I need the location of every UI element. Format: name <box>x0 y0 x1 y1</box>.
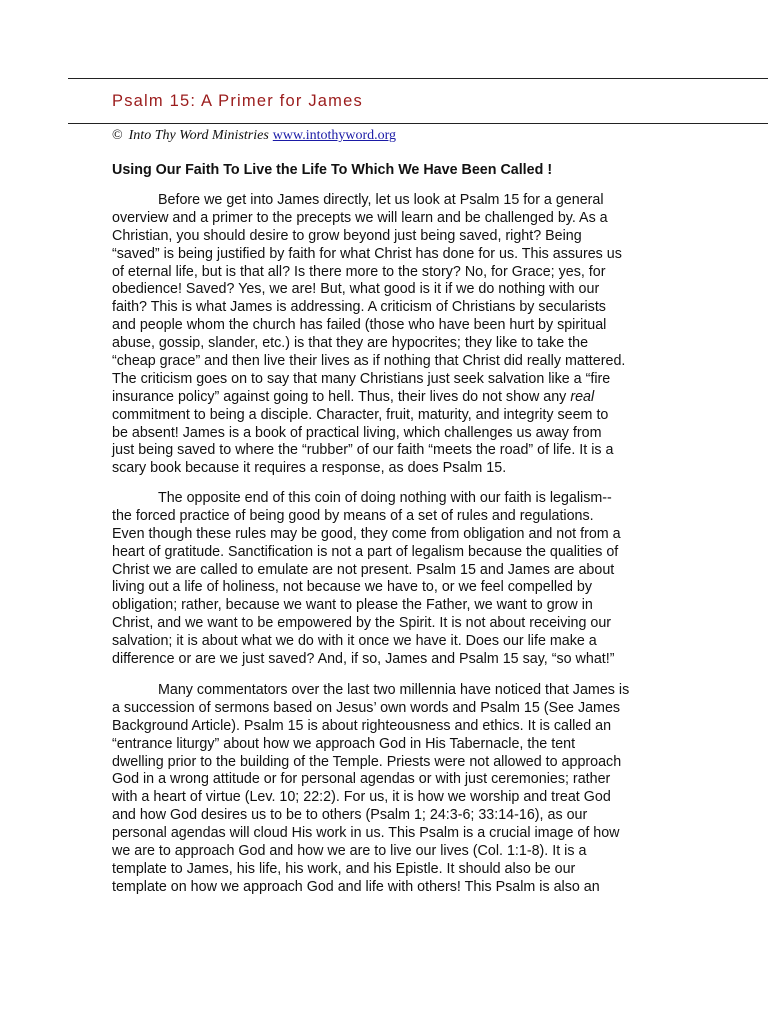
text-line: abuse, gossip, slander, etc.) is that they are hypocrites; they like to take the <box>112 335 589 352</box>
text-line: a succession of sermons based on Jesus’ own words and Psalm 15 (See James <box>112 699 621 716</box>
text-line: difference or are we just saved? And, if so, James and Psalm 15 say, “so what!” <box>112 651 615 668</box>
text-line: and how God desires us to be to others (Psalm 1; 24:3-6; 33:14-16), as our <box>112 807 588 824</box>
text-line: Even though these rules may be good, they come from obligation and not from a <box>112 525 621 542</box>
text-line: overview and a primer to the precepts we will learn and be challenged by. As a <box>112 209 608 226</box>
text-line: Christ we are called to emulate are not present. Psalm 15 and James are about <box>112 561 615 578</box>
text-line: dwelling prior to the building of the Temple. Priests were not allowed to approach <box>112 753 622 770</box>
text-line: faith? This is what James is addressing. A criticism of Christians by secularists <box>112 299 606 316</box>
copyright-line <box>112 128 396 144</box>
text-line: we are to approach God and how we are to live our lives (Col. 1:1-8). It is a <box>112 843 587 860</box>
top-rule <box>68 78 768 79</box>
text-line-part: insurance policy” against going to hell. Thus, their lives do not show any <box>112 388 567 405</box>
text-line: God in a wrong attitude or for personal agendas or with just ceremonies; rather <box>112 771 611 788</box>
text-line: personal agendas will cloud His work in us. This Psalm is a crucial image of how <box>112 825 620 842</box>
text-line: Christ, and we want to be empowered by the Spirit. It is not about receiving our <box>112 615 612 632</box>
text-line: template on how we approach God and life with others! This Psalm is also an <box>112 878 600 895</box>
emphasis-real: real <box>570 388 595 405</box>
website-link[interactable]: www.intothyword.org <box>272 128 397 143</box>
text-line: commitment to being a disciple. Character, fruit, maturity, and integrity seem to <box>112 406 609 423</box>
text-line: Christian, you should desire to grow beyond just being saved, right? Being <box>112 227 582 244</box>
text-line: salvation; it is about what we do with it once we have it. Does our life make a <box>112 633 597 650</box>
text-line: of eternal life, but is that all? Is there more to the story? No, for Grace; yes, for <box>112 263 606 280</box>
text-line: “entrance liturgy” about how we approach God in His Tabernacle, the tent <box>112 735 576 752</box>
section-heading: Using Our Faith To Live the Life To Which We Have Been Called ! <box>112 162 553 178</box>
text-line: Before we get into James directly, let us look at Psalm 15 for a general <box>158 192 604 208</box>
text-line: The criticism goes on to say that many Christians just seek salvation like a “fire <box>112 370 611 387</box>
text-line: scary book because it requires a response, as does Psalm 15. <box>112 460 507 477</box>
text-line: “cheap grace” and then live their lives as if nothing that Christ did really mattered. <box>112 353 626 370</box>
paragraph-2 <box>112 490 662 669</box>
paragraph-3 <box>112 682 662 897</box>
text-line: “saved” is being justified by faith for what Christ has done for us. This assures us <box>112 245 622 262</box>
text-line: and people whom the church has failed (those who have been hurt by spiritual <box>112 317 607 334</box>
text-line: template to James, his life, his work, and his Epistle. It should also be our <box>112 860 576 877</box>
title-rule <box>68 123 768 124</box>
text-line: obedience! Saved? Yes, we are! But, what good is it if we do nothing with our <box>112 281 600 298</box>
text-line: living out a life of holiness, not because we have to, or we feel compelled by <box>112 579 593 596</box>
text-line: obligation; rather, because we want to please the Father, we want to grow in <box>112 597 593 614</box>
copyright-symbol: © <box>112 128 123 143</box>
text-line: heart of gratitude. Sanctification is not a part of legalism because the qualities of <box>112 543 619 560</box>
text-line: the forced practice of being good by means of a set of rules and regulations. <box>112 507 594 524</box>
text-line: just being saved to where the “rubber” of our faith “meets the road” of life. It is a <box>112 442 614 459</box>
page-title: Psalm 15: A Primer for James <box>112 92 363 110</box>
text-line: Background Article). Psalm 15 is about righteousness and ethics. It is called an <box>112 717 612 734</box>
text-line: with a heart of virtue (Lev. 10; 22:2). For us, it is how we worship and treat God <box>112 789 611 806</box>
paragraph-1 <box>112 192 662 478</box>
text-line: be absent! James is a book of practical living, which challenges us away from <box>112 424 602 441</box>
text-line <box>112 389 662 407</box>
text-line: Many commentators over the last two millennia have noticed that James is <box>158 682 630 698</box>
text-line: The opposite end of this coin of doing nothing with our faith is legalism-- <box>158 490 612 506</box>
ministry-name: Into Thy Word Ministries <box>128 128 269 143</box>
